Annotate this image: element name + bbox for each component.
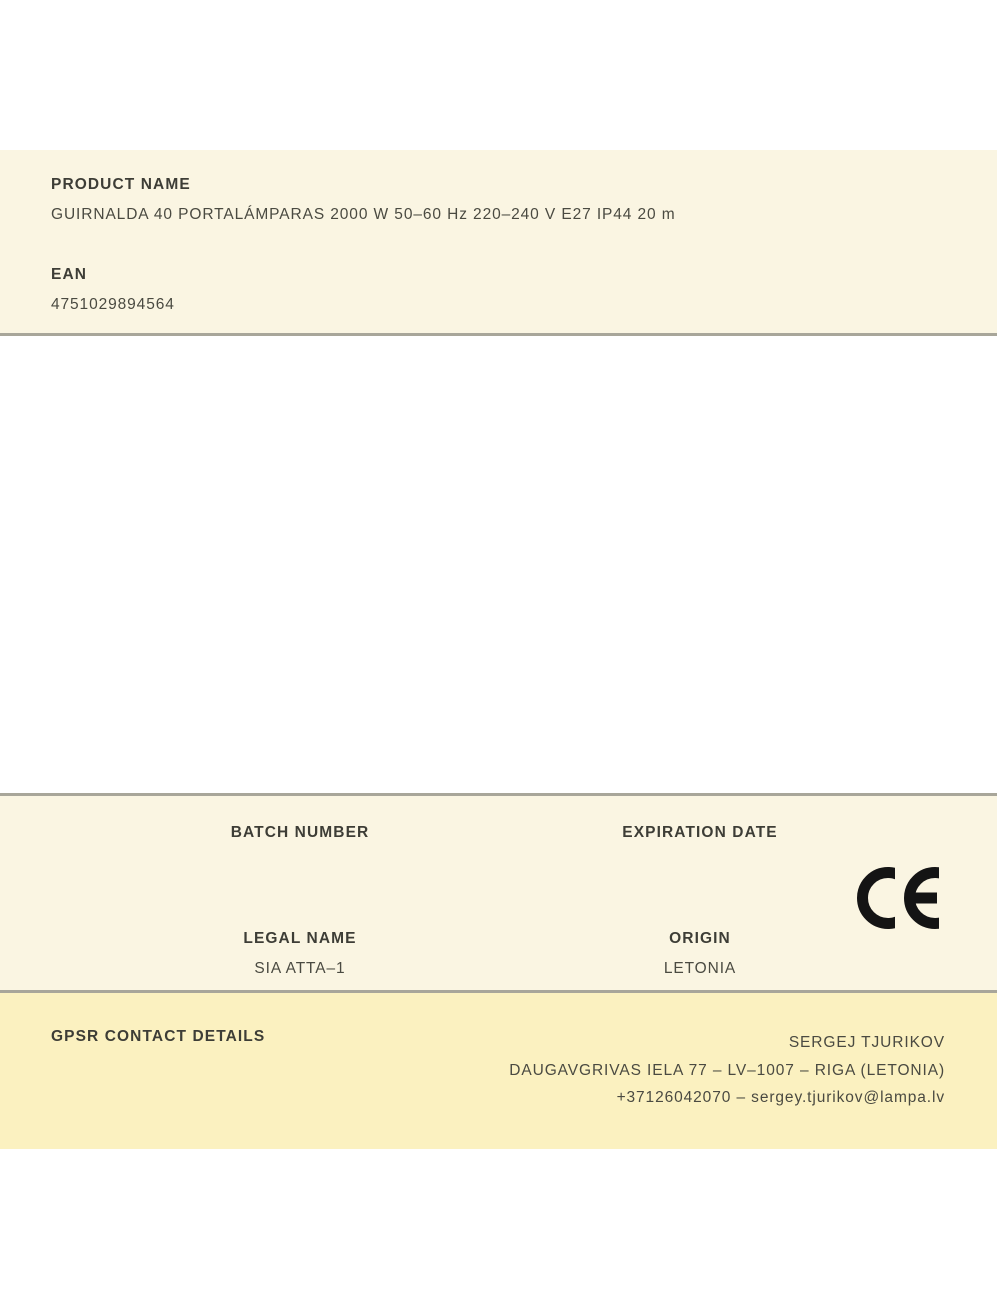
origin-label: ORIGIN: [669, 930, 731, 947]
batch-number-label: BATCH NUMBER: [230, 824, 370, 841]
batch-number-cell: [100, 825, 500, 871]
expiration-date-cell: [500, 825, 900, 871]
gpsr-contact-phone-email: +37126042070 – sergey.tjurikov@lampa.lv: [616, 1089, 945, 1106]
expiration-date-value: [500, 855, 900, 871]
origin-value: LETONIA: [663, 960, 737, 977]
batch-legal-section: [0, 793, 997, 993]
gpsr-contact-details-label: GPSR CONTACT DETAILS: [51, 1028, 266, 1045]
legal-name-cell: [100, 931, 500, 977]
product-name-label: PRODUCT NAME: [51, 176, 191, 193]
legal-name-label: LEGAL NAME: [243, 930, 357, 947]
product-name-value: GUIRNALDA 40 PORTALÁMPARAS 2000 W 50–60 Hz 220–240 V E27 IP44 20 m: [51, 206, 676, 223]
origin-cell: [500, 931, 900, 977]
gpsr-section: [0, 993, 997, 1149]
ean-label: EAN: [51, 266, 88, 283]
gpsr-contact-address: DAUGAVGRIVAS IELA 77 – LV–1007 – RIGA (LETONIA): [509, 1061, 945, 1079]
legal-name-value: SIA ATTA–1: [254, 960, 346, 977]
gpsr-contact-block: [509, 1029, 945, 1112]
batch-number-value: [100, 855, 500, 871]
gpsr-contact-name: SERGEJ TJURIKOV: [788, 1034, 945, 1051]
product-info-section: [0, 150, 997, 336]
expiration-date-label: EXPIRATION DATE: [622, 824, 778, 841]
legal-origin-row: [100, 931, 897, 977]
ean-value: 4751029894564: [51, 296, 175, 313]
batch-expiration-row: [100, 825, 897, 871]
ce-mark-icon: [855, 867, 939, 929]
